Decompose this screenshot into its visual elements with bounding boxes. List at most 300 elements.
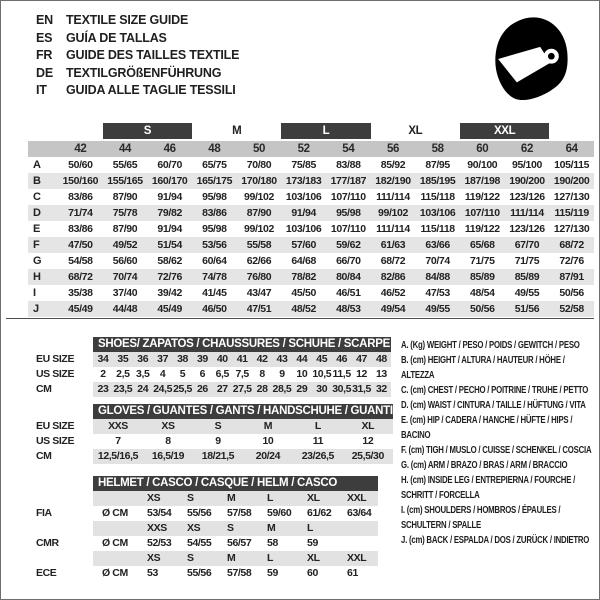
- value-cell: 16,5/19: [143, 449, 193, 464]
- value-cell: 95/98: [202, 223, 227, 235]
- legend-item: G. (cm) ARM / BRAZO / BRAS / ARM / BRACCIO: [401, 460, 568, 471]
- value-cell: 190/200: [549, 173, 594, 189]
- value-cell: 18/21,5: [193, 449, 243, 464]
- value-cell: 28,5: [272, 383, 292, 395]
- language-row: [36, 82, 239, 100]
- size-cell: M: [218, 491, 258, 506]
- value-cell: 27,5: [232, 383, 252, 395]
- size-group-row: [28, 123, 594, 140]
- value-cell: 44: [292, 352, 312, 367]
- value-cell: 38: [173, 352, 193, 367]
- size-cell: XL: [298, 551, 338, 566]
- value-cell: 75/78: [103, 205, 148, 221]
- size-cell: M: [218, 551, 258, 566]
- value-cell: 11: [312, 435, 324, 447]
- row-label-cell: [30, 491, 93, 506]
- value-cell: 52/58: [549, 301, 594, 317]
- measure-row-h: [28, 269, 594, 285]
- legend-item: D. (cm) WAIST / CINTURA / TAILLE / HÜFTUNG / VITA: [401, 400, 586, 411]
- language-title-list: [36, 12, 239, 100]
- value-cell: 87/91: [549, 269, 594, 285]
- value-cell: 2,5: [116, 368, 130, 380]
- value-cell: 115/118: [420, 223, 455, 235]
- row-label-cell: CM: [30, 449, 93, 464]
- value-cell: 127/130: [553, 223, 590, 235]
- value-cell: 85/92: [380, 159, 406, 171]
- size-number-cell: 42: [58, 140, 103, 157]
- value-cell: 103/106: [285, 223, 322, 235]
- value-cell: 54/58: [68, 255, 93, 267]
- value-cell: 62/66: [246, 255, 272, 267]
- value-cell: 107/110: [460, 205, 505, 221]
- language-row: [36, 47, 239, 65]
- value-cell: 105/115: [554, 159, 590, 171]
- value-cell: 6,5: [215, 368, 229, 380]
- value-cell: 64/68: [291, 255, 316, 267]
- value-cell: 54/55: [187, 537, 212, 549]
- value-cell: 47/53: [425, 287, 450, 299]
- value-cell: 80/84: [326, 269, 371, 285]
- helmet-values-row: [30, 536, 378, 551]
- value-cell: 173/183: [281, 173, 326, 189]
- title-spacer-cell: [30, 404, 93, 419]
- racing-helmet-icon: [486, 12, 570, 106]
- value-cell: 65/68: [460, 237, 505, 253]
- title-spacer-cell: [30, 476, 93, 491]
- gloves-row: [30, 449, 393, 464]
- value-cell: 41: [232, 352, 252, 367]
- legend-item: A. (Kg) WEIGHT / PESO / POIDS / GEWITCH / PESO: [401, 340, 580, 351]
- row-label-cell: [28, 140, 58, 157]
- value-cell: L: [293, 419, 343, 434]
- guide-title: TEXTILGRÖßENFÜHRUNG: [66, 65, 222, 80]
- helmet-title-bar: HELMET / CASCO / CASQUE / HELM / CASCO: [93, 476, 378, 491]
- row-label-cell: C: [33, 191, 41, 203]
- value-cell: 48/54: [470, 287, 495, 299]
- value-cell: 68/72: [549, 237, 594, 253]
- diameter-label-cell: Ø CM: [102, 507, 128, 519]
- value-cell: 72/76: [559, 255, 584, 267]
- size-group-l: L: [281, 123, 370, 140]
- value-cell: 127/130: [553, 191, 590, 203]
- value-cell: 87/90: [112, 223, 138, 235]
- size-number-cell: 44: [103, 140, 148, 157]
- value-cell: 47: [352, 352, 372, 367]
- row-label-cell: [30, 551, 93, 566]
- value-cell: 60: [307, 567, 318, 579]
- guide-title: TEXTILE SIZE GUIDE: [66, 13, 189, 27]
- value-cell: 25,5/30: [343, 449, 393, 464]
- value-cell: 24: [133, 382, 153, 397]
- value-cell: 83/88: [336, 159, 361, 171]
- measure-row-f: [28, 237, 594, 253]
- value-cell: 50/56: [559, 287, 584, 299]
- value-cell: 46: [332, 352, 352, 367]
- value-cell: 67/70: [505, 237, 550, 253]
- section-divider: [6, 318, 594, 319]
- value-cell: 61/62: [307, 507, 332, 519]
- value-cell: 34: [93, 352, 113, 367]
- measure-row-c: [28, 189, 594, 205]
- diameter-spacer-cell: [93, 491, 138, 506]
- value-cell: 63/66: [415, 237, 460, 253]
- size-cell: M: [258, 521, 298, 536]
- value-cell: 95/98: [326, 205, 371, 221]
- standard-label-cell: ECE: [30, 566, 93, 581]
- value-cell: 185/195: [415, 173, 460, 189]
- row-label-cell: E: [33, 223, 40, 235]
- value-cell: 84/88: [415, 269, 460, 285]
- value-cell: 55/56: [187, 567, 212, 579]
- value-cell: 59: [267, 567, 278, 579]
- value-cell: 39/42: [157, 287, 182, 299]
- value-cell: 53/54: [147, 507, 172, 519]
- measure-row-d: [28, 205, 594, 221]
- value-cell: 91/94: [281, 205, 326, 221]
- value-cell: 50/56: [460, 301, 505, 317]
- size-number-cell: 46: [147, 140, 192, 157]
- diameter-spacer-cell: [93, 521, 138, 536]
- row-label-cell: US SIZE: [30, 367, 93, 382]
- value-cell: 36: [133, 352, 153, 367]
- size-number-cell: 52: [281, 140, 326, 157]
- row-label-cell: EU SIZE: [30, 352, 93, 367]
- legend-item: I. (cm) SHOULDERS / HOMBROS / ÉPAULES / SCHULTERN / SPALLE: [401, 505, 561, 531]
- value-cell: 49/52: [103, 237, 148, 253]
- gloves-size-table: [30, 404, 393, 464]
- size-group-m: M: [192, 123, 281, 140]
- size-number-cell: 50: [237, 140, 282, 157]
- standard-label-cell: FIA: [30, 506, 93, 521]
- row-label-cell: B: [28, 173, 58, 189]
- diameter-label-cell: Ø CM: [102, 567, 128, 579]
- size-number-cell: 60: [460, 140, 505, 157]
- value-cell: S: [193, 419, 243, 434]
- title-row: [30, 476, 378, 491]
- size-cell: XL: [298, 491, 338, 506]
- value-cell: 83/86: [68, 223, 93, 235]
- language-row: [36, 30, 239, 48]
- value-cell: 63/64: [347, 507, 372, 519]
- value-cell: 49/54: [371, 301, 416, 317]
- value-cell: 155/165: [103, 173, 148, 189]
- value-cell: 57/60: [281, 237, 326, 253]
- value-cell: 43/47: [246, 287, 272, 299]
- size-cell: [338, 521, 378, 536]
- value-cell: 7,5: [235, 368, 249, 380]
- value-cell: 83/86: [68, 191, 93, 203]
- value-cell: 190/200: [505, 173, 550, 189]
- value-cell: 59: [307, 537, 318, 549]
- guide-title: GUIDA ALLE TAGLIE TESSILI: [66, 83, 236, 97]
- value-cell: 23/26,5: [293, 449, 343, 464]
- value-cell: 123/126: [509, 223, 545, 235]
- measure-row-i: [28, 285, 594, 301]
- size-cell: XXL: [338, 551, 378, 566]
- value-cell: 56/60: [112, 255, 138, 267]
- shoes-row: [30, 367, 391, 382]
- value-cell: 27: [212, 382, 232, 397]
- value-cell: 65/75: [202, 159, 227, 171]
- value-cell: 12,5/16,5: [93, 449, 143, 464]
- language-code: EN: [36, 13, 53, 27]
- value-cell: 187/198: [460, 173, 505, 189]
- value-cell: 68/72: [58, 269, 103, 285]
- title-spacer-cell: [30, 337, 93, 352]
- helmet-values-row: [30, 506, 378, 521]
- value-cell: 55/56: [187, 507, 212, 519]
- value-cell: 91/94: [157, 191, 182, 203]
- size-number-row: [28, 140, 594, 157]
- value-cell: XS: [143, 419, 193, 434]
- value-cell: 58: [267, 537, 278, 549]
- value-cell: 45/49: [58, 301, 103, 317]
- size-number-cell: 54: [326, 140, 371, 157]
- size-cell: L: [258, 491, 298, 506]
- value-cell: 83/86: [192, 205, 237, 221]
- value-cell: 6: [199, 368, 206, 380]
- value-cell: 31,5: [352, 383, 371, 395]
- value-cell: 111/114: [376, 223, 410, 235]
- value-cell: 48: [371, 352, 391, 367]
- value-cell: 68/72: [380, 255, 406, 267]
- value-cell: 78/82: [281, 269, 326, 285]
- size-number-cell: 64: [549, 140, 594, 157]
- value-cell: 58/62: [157, 255, 182, 267]
- value-cell: 61: [347, 567, 358, 579]
- value-cell: 42: [252, 352, 272, 367]
- value-cell: 115/118: [420, 191, 455, 203]
- value-cell: 56/57: [227, 537, 252, 549]
- value-cell: 70/74: [425, 255, 450, 267]
- value-cell: 91/94: [157, 223, 182, 235]
- helmet-sizes-row: [30, 521, 378, 536]
- row-label-cell: CM: [30, 382, 93, 397]
- value-cell: 119/122: [464, 223, 500, 235]
- legend-item: H. (cm) INSIDE LEG / ENTREPIERNA / FOURCHE / SCHRITT / FORCELLA: [401, 475, 576, 501]
- value-cell: 45: [312, 352, 332, 367]
- value-cell: 37: [153, 352, 173, 367]
- textile-size-table: [28, 123, 594, 317]
- value-cell: 90/100: [467, 159, 498, 171]
- title-row: [30, 337, 391, 352]
- value-cell: 123/126: [509, 191, 545, 203]
- value-cell: 12: [356, 368, 367, 380]
- value-cell: 57/58: [227, 507, 252, 519]
- size-group-xxl: XXL: [460, 123, 549, 140]
- value-cell: 35/38: [68, 287, 93, 299]
- size-cell: L: [298, 521, 338, 536]
- value-cell: 40: [212, 352, 232, 367]
- value-cell: 59/60: [267, 507, 292, 519]
- value-cell: 160/170: [147, 173, 192, 189]
- value-cell: 82/86: [371, 269, 416, 285]
- language-row: [36, 65, 239, 83]
- guide-title: GUIDE DES TAILLES TEXTILE: [66, 48, 240, 62]
- value-cell: 61/63: [371, 237, 416, 253]
- value-cell: 107/110: [330, 223, 366, 235]
- shoes-row: [30, 382, 391, 397]
- value-cell: 5: [179, 368, 186, 380]
- legend-item: F. (cm) TIGH / MUSLO / CUISSE / SCHENKEL / COSCIA: [401, 445, 592, 456]
- value-cell: 29: [292, 382, 312, 397]
- value-cell: M: [243, 419, 293, 434]
- value-cell: 75/85: [291, 159, 316, 171]
- value-cell: 55/65: [112, 159, 138, 171]
- legend-item: E. (cm) HIP / CADERA / HANCHE / HÜFTE / HIPS / BACINO: [401, 415, 573, 441]
- value-cell: 10,5: [312, 368, 332, 380]
- value-cell: 115/119: [549, 205, 594, 221]
- value-cell: 60/70: [157, 159, 182, 171]
- size-cell: S: [218, 521, 258, 536]
- size-cell: XS: [138, 491, 178, 506]
- measurement-legend: [401, 338, 598, 548]
- value-cell: 71/75: [514, 255, 540, 267]
- value-cell: 10: [262, 435, 274, 447]
- value-cell: 57/58: [227, 567, 252, 579]
- value-cell: 71/75: [470, 255, 495, 267]
- value-cell: 49/55: [415, 301, 460, 317]
- measure-row-j: [28, 301, 594, 317]
- value-cell: 2: [100, 368, 106, 380]
- measure-row-a: [28, 157, 594, 173]
- title-row: [30, 404, 393, 419]
- value-cell: 49/55: [514, 287, 540, 299]
- value-cell: 46/50: [192, 301, 237, 317]
- corner-cell: [28, 123, 58, 140]
- legend-item: B. (cm) HEIGHT / ALTURA / HAUTEUR / HÖHE / ALTEZZA: [401, 355, 565, 381]
- value-cell: 177/187: [326, 173, 371, 189]
- value-cell: 74/78: [192, 269, 237, 285]
- value-cell: 95/100: [511, 159, 542, 171]
- value-cell: 7: [115, 435, 121, 447]
- value-cell: 87/90: [237, 205, 282, 221]
- value-cell: 37/40: [112, 287, 138, 299]
- value-cell: 87/90: [112, 191, 138, 203]
- shoes-title-bar: SHOES/ ZAPATOS / CHAUSSURES / SCHUHE / SCARPE: [93, 337, 391, 352]
- value-cell: 79/82: [147, 205, 192, 221]
- value-cell: 46/52: [380, 287, 406, 299]
- value-cell: 8: [165, 435, 171, 447]
- value-cell: 95/98: [202, 191, 227, 203]
- size-cell: S: [178, 491, 218, 506]
- value-cell: 23: [93, 382, 113, 397]
- value-cell: 70/74: [103, 269, 148, 285]
- value-cell: 47/50: [58, 237, 103, 253]
- gloves-row: [30, 434, 393, 449]
- size-cell: S: [178, 551, 218, 566]
- value-cell: 52/53: [147, 537, 172, 549]
- value-cell: 99/102: [244, 191, 275, 203]
- language-code: IT: [36, 83, 47, 97]
- value-cell: 87/95: [425, 159, 450, 171]
- size-cell: XXS: [138, 521, 178, 536]
- row-label-cell: A: [33, 159, 41, 171]
- measure-row-e: [28, 221, 594, 237]
- racing-helmet-icon-svg: [486, 12, 570, 106]
- gloves-row: [30, 419, 393, 434]
- value-cell: XL: [343, 419, 393, 434]
- value-cell: 4: [159, 368, 166, 380]
- value-cell: 47/51: [237, 301, 282, 317]
- value-cell: [338, 536, 378, 551]
- value-cell: XXS: [93, 419, 143, 434]
- value-cell: 85/89: [460, 269, 505, 285]
- legend-item: J. (cm) BACK / ESPALDA / DOS / ZURÜCK / INDIETRO: [401, 535, 590, 546]
- language-code: ES: [36, 30, 53, 45]
- value-cell: 26: [192, 382, 212, 397]
- value-cell: 150/160: [58, 173, 103, 189]
- value-cell: 8: [259, 368, 265, 380]
- value-cell: 182/190: [371, 173, 416, 189]
- guide-title: GUÍA DE TALLAS: [66, 30, 167, 45]
- value-cell: 99/102: [244, 223, 275, 235]
- row-label-cell: [30, 521, 93, 536]
- value-cell: 46/51: [336, 287, 361, 299]
- value-cell: 70/80: [246, 159, 272, 171]
- value-cell: 59/62: [326, 237, 371, 253]
- value-cell: 71/74: [58, 205, 103, 221]
- size-number-cell: 58: [415, 140, 460, 157]
- value-cell: 9: [279, 368, 285, 380]
- group-spacer-cell: [58, 123, 103, 140]
- value-cell: 30,5: [332, 383, 352, 395]
- size-group-s: S: [103, 123, 192, 140]
- size-number-cell: 62: [505, 140, 550, 157]
- value-cell: 11,5: [332, 368, 351, 380]
- value-cell: 28: [252, 382, 272, 397]
- value-cell: 10: [296, 368, 308, 380]
- value-cell: 76/80: [237, 269, 282, 285]
- measure-row-g: [28, 253, 594, 269]
- value-cell: 48/52: [281, 301, 326, 317]
- value-cell: 12: [362, 435, 374, 447]
- helmet-size-table: [30, 476, 378, 581]
- measure-row-b: [28, 173, 594, 189]
- value-cell: 13: [375, 368, 387, 380]
- diameter-spacer-cell: [93, 551, 138, 566]
- value-cell: 60/64: [202, 255, 227, 267]
- value-cell: 41/45: [202, 287, 227, 299]
- language-code: DE: [36, 65, 53, 80]
- value-cell: 99/102: [371, 205, 416, 221]
- size-number-cell: 48: [192, 140, 237, 157]
- shoes-row: [30, 352, 391, 367]
- size-cell: XS: [138, 551, 178, 566]
- value-cell: 39: [192, 352, 212, 367]
- value-cell: 32: [371, 382, 391, 397]
- value-cell: 111/114: [505, 205, 550, 221]
- value-cell: 165/175: [192, 173, 237, 189]
- value-cell: 72/76: [147, 269, 192, 285]
- size-cell: L: [258, 551, 298, 566]
- value-cell: 45/49: [147, 301, 192, 317]
- size-cell: XXL: [338, 491, 378, 506]
- value-cell: 53/56: [192, 237, 237, 253]
- value-cell: 107/110: [330, 191, 366, 203]
- size-cell: XS: [178, 521, 218, 536]
- shoes-size-table: [30, 337, 391, 397]
- row-label-cell: D: [28, 205, 58, 221]
- value-cell: 51/56: [505, 301, 550, 317]
- helmet-sizes-row: [30, 491, 378, 506]
- value-cell: 23,5: [113, 383, 133, 395]
- row-label-cell: H: [28, 269, 58, 285]
- value-cell: 51/54: [147, 237, 192, 253]
- gloves-title-bar: GLOVES / GUANTES / GANTS / HANDSCHUHE / GUANTI: [93, 404, 393, 419]
- size-number-cell: 56: [371, 140, 416, 157]
- group-spacer-cell: [549, 123, 594, 140]
